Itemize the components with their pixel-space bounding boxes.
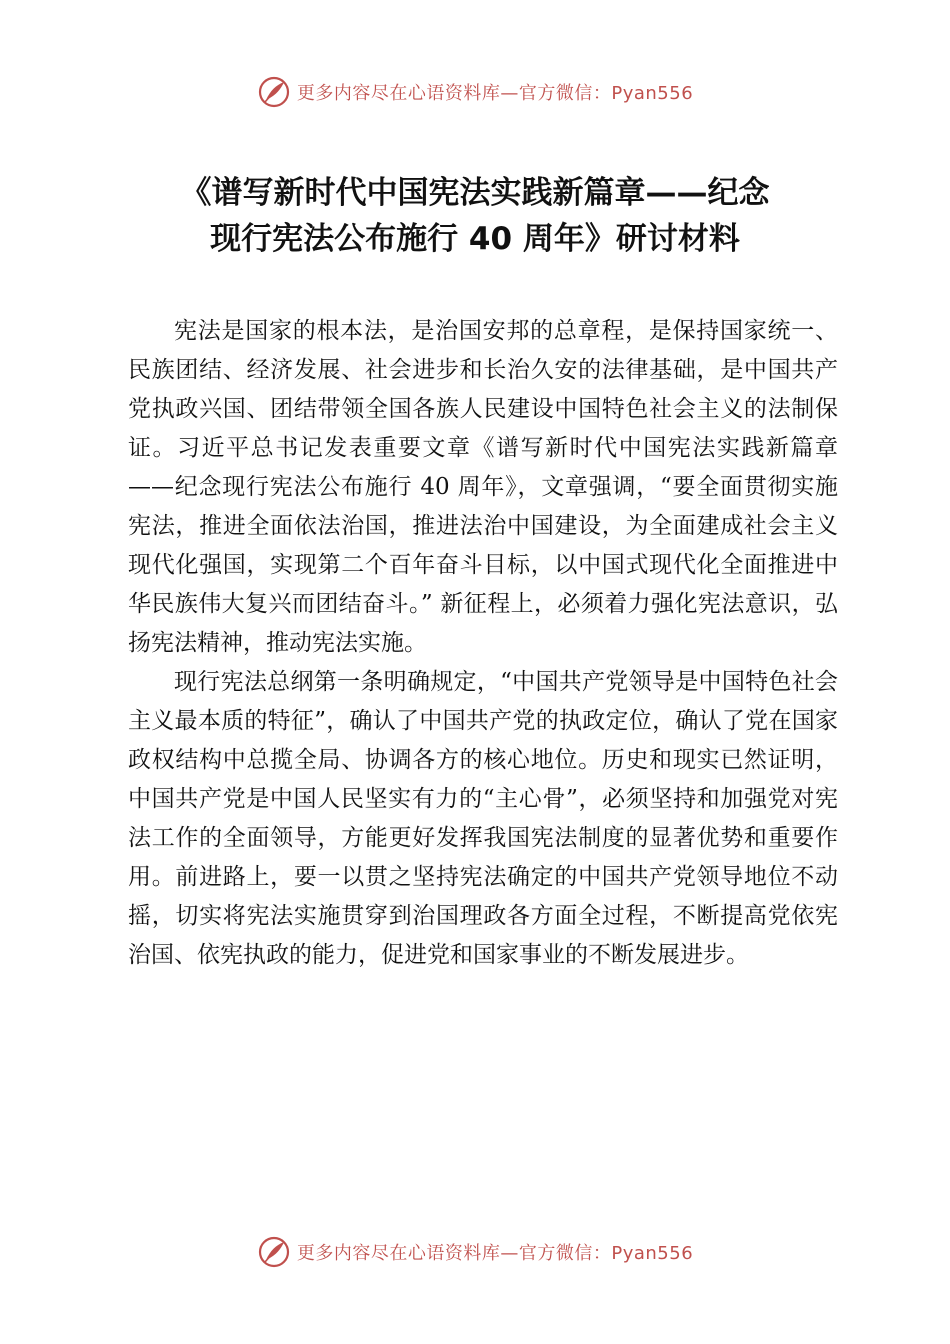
title-line-1: 《谱写新时代中国宪法实践新篇章——纪念 (180, 175, 770, 211)
title-line-2: 现行宪法公布施行 40 周年》研讨材料 (210, 221, 740, 257)
paragraph-1: 宪法是国家的根本法，是治国安邦的总章程，是保持国家统一、民族团结、经济发展、社会进步和长治久安的法律基础，是中国共产党执政兴国、团结带领全国各族人民建设中国特色社会主义的法制保证。习近平总书记发表重要文章《谱写新时代中国宪法实践新篇章——纪念现行宪法公布施行 40 周年》，文章强调，“要全面贯彻实施宪法，推进全面依法治国，推进法治中国建设，为全面建成社会主义现代化强国，实现第二个百年奋斗目标，以中国式现代化全面推进中华民族伟大复兴而团结奋斗。” 新征程上，必须着力强化宪法意识，弘扬宪法精神，推动宪法实施。 (128, 318, 838, 656)
feather-circle-logo-icon (257, 1235, 291, 1269)
footer-watermark (0, 1232, 950, 1272)
header-watermark (0, 72, 950, 112)
watermark-text: 更多内容尽在心语资料库—官方微信：Pyan556 (296, 1243, 694, 1264)
feather-circle-logo-icon (257, 75, 291, 109)
paragraph-2: 现行宪法总纲第一条明确规定，“中国共产党领导是中国特色社会主义最本质的特征”，确认了中国共产党的执政定位，确认了党在国家政权结构中总揽全局、协调各方的核心地位。历史和现实已然证明，中国共产党是中国人民坚实有力的“主心骨”，必须坚持和加强党对宪法工作的全面领导，方能更好发挥我国宪法制度的显著优势和重要作用。前进路上，要一以贯之坚持宪法确定的中国共产党领导地位不动摇，切实将宪法实施贯穿到治国理政各方面全过程，不断提高党依宪治国、依宪执政的能力，促进党和国家事业的不断发展进步。 (128, 669, 838, 968)
document-title (100, 170, 850, 262)
document-body (128, 312, 838, 975)
watermark-text: 更多内容尽在心语资料库—官方微信：Pyan556 (296, 83, 694, 104)
